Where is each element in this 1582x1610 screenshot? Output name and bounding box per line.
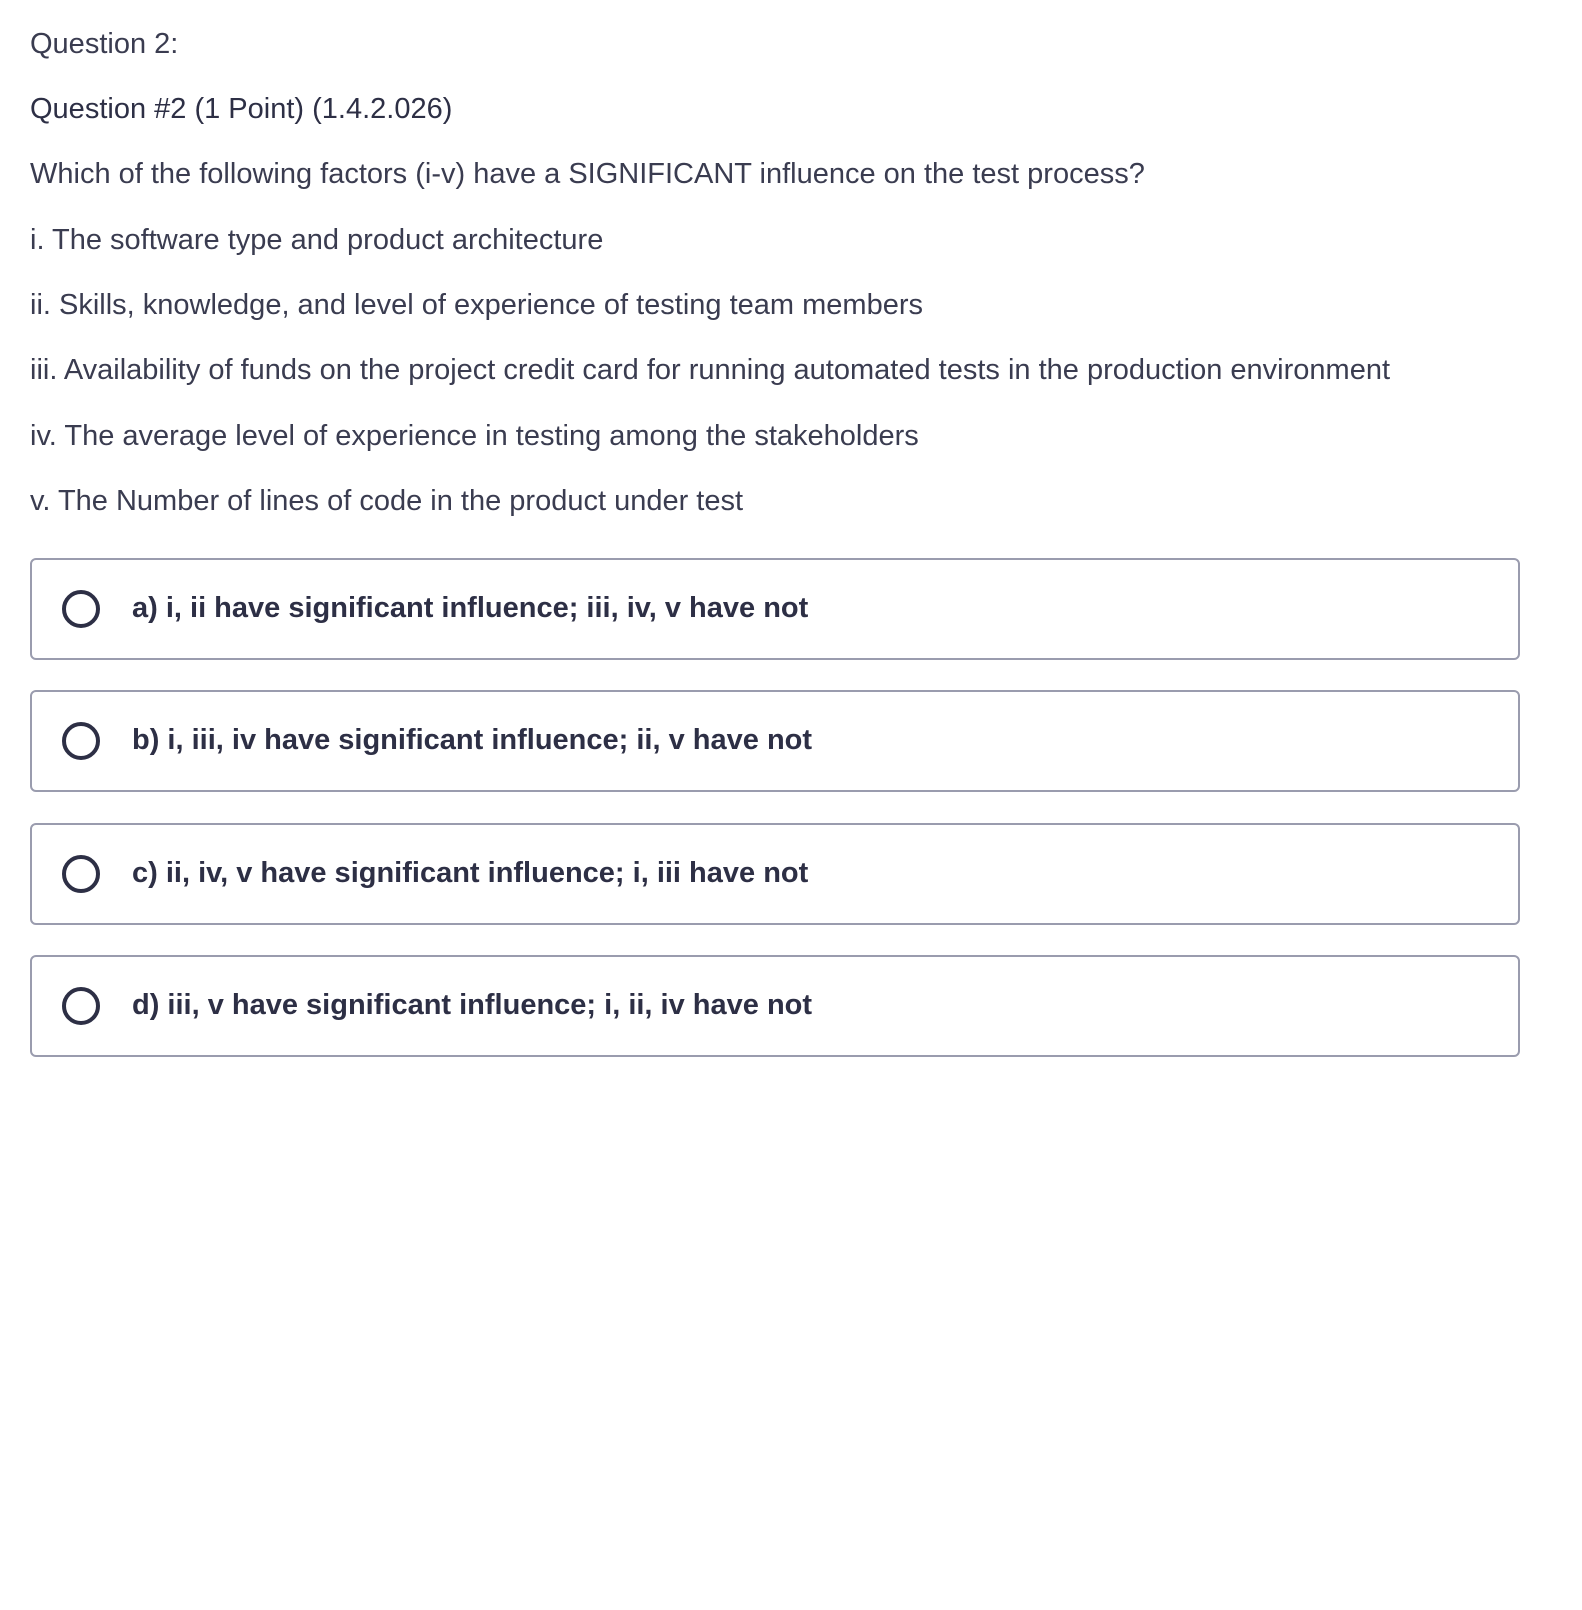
answer-option-b[interactable] <box>30 690 1520 792</box>
question-number-label: Question 2: <box>30 28 179 60</box>
radio-button-icon[interactable] <box>62 987 100 1025</box>
radio-button-icon[interactable] <box>62 722 100 760</box>
radio-button-icon[interactable] <box>62 590 100 628</box>
factor-iv: iv. The average level of experience in testing among the stakeholders <box>30 420 919 452</box>
radio-button-icon[interactable] <box>62 855 100 893</box>
factor-ii: ii. Skills, knowledge, and level of experience of testing team members <box>30 289 923 321</box>
answer-option-label: b) i, iii, iv have significant influence; ii, v have not <box>132 724 813 756</box>
question-title: Question #2 (1 Point) (1.4.2.026) <box>30 93 453 125</box>
answer-option-label: c) ii, iv, v have significant influence; i, iii have not <box>132 857 809 889</box>
factor-i: i. The software type and product architecture <box>30 224 604 256</box>
answer-option-d[interactable] <box>30 955 1520 1057</box>
factor-v: v. The Number of lines of code in the product under test <box>30 485 744 517</box>
answer-option-a[interactable] <box>30 558 1520 660</box>
answer-option-label: d) iii, v have significant influence; i, ii, iv have not <box>132 989 813 1021</box>
answer-option-c[interactable] <box>30 823 1520 925</box>
answer-option-label: a) i, ii have significant influence; iii, iv, v have not <box>132 592 809 624</box>
factor-iii: iii. Availability of funds on the project credit card for running automated tests in the production environment <box>30 354 1391 386</box>
question-prompt: Which of the following factors (i-v) have a SIGNIFICANT influence on the test process? <box>30 158 1145 190</box>
